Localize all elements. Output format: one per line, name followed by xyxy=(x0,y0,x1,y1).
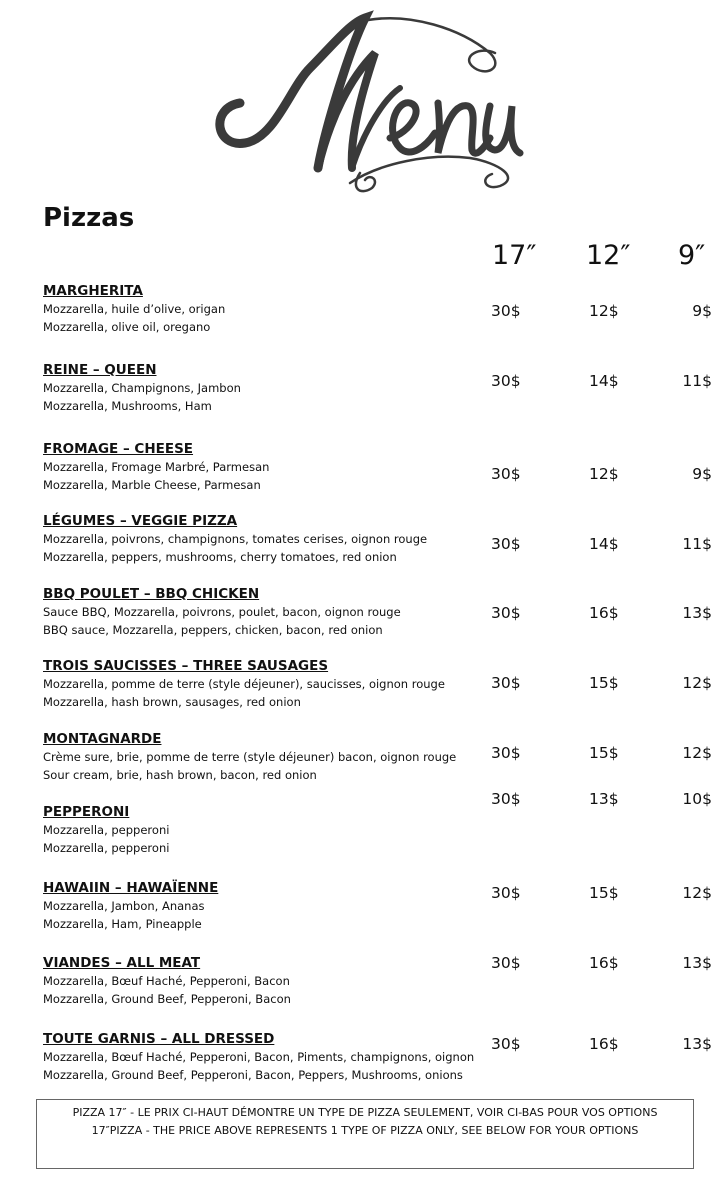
item-name: LÉGUMES – VEGGIE PIZZA xyxy=(43,513,238,529)
menu-item xyxy=(43,361,241,415)
price-9: 12$ xyxy=(682,744,712,762)
price-17: 30$ xyxy=(491,790,521,808)
price-12: 16$ xyxy=(589,1035,619,1053)
price-12: 15$ xyxy=(589,744,619,762)
item-desc-en: Mozzarella, Marble Cheese, Parmesan xyxy=(43,478,261,492)
item-name: REINE – QUEEN xyxy=(43,362,157,378)
item-name: BBQ POULET – BBQ CHICKEN xyxy=(43,586,260,602)
item-name: TROIS SAUCISSES – THREE SAUSAGES xyxy=(43,658,329,674)
menu-item xyxy=(43,879,218,933)
price-12: 12$ xyxy=(589,465,619,483)
item-desc-en: Mozzarella, pepperoni xyxy=(43,841,170,855)
pricing-note-box xyxy=(36,1099,694,1169)
size-header-9: 9″ xyxy=(678,240,706,271)
price-17: 30$ xyxy=(491,884,521,902)
item-name: MARGHERITA xyxy=(43,283,143,299)
item-desc-en: Mozzarella, Ground Beef, Pepperoni, Bacon xyxy=(43,992,291,1006)
pricing-note-fr: PIZZA 17″ - LE PRIX CI-HAUT DÉMONTRE UN TYPE DE PIZZA SEULEMENT, VOIR CI-BAS POUR VOS OPTIONS xyxy=(72,1106,658,1119)
menu-item xyxy=(43,803,169,857)
item-desc-en: Sour cream, brie, hash brown, bacon, red onion xyxy=(43,768,317,782)
price-9: 12$ xyxy=(682,674,712,692)
menu-item xyxy=(43,954,291,1008)
price-9: 11$ xyxy=(682,535,712,553)
item-desc-en: Mozzarella, peppers, mushrooms, cherry tomatoes, red onion xyxy=(43,550,397,564)
price-12: 14$ xyxy=(589,372,619,390)
price-9: 11$ xyxy=(682,372,712,390)
item-desc-fr: Mozzarella, Fromage Marbré, Parmesan xyxy=(43,460,270,474)
item-desc-fr: Mozzarella, poivrons, champignons, tomates cerises, oignon rouge xyxy=(43,532,428,546)
menu-item xyxy=(43,657,445,711)
item-name: MONTAGNARDE xyxy=(43,731,162,747)
price-17: 30$ xyxy=(491,535,521,553)
item-name: PEPPERONI xyxy=(43,804,130,820)
price-17: 30$ xyxy=(491,744,521,762)
item-name: HAWAIIN – HAWAÏENNE xyxy=(43,880,219,896)
item-desc-fr: Mozzarella, Champignons, Jambon xyxy=(43,381,241,395)
item-desc-fr: Mozzarella, pomme de terre (style déjeuner), saucisses, oignon rouge xyxy=(43,677,445,691)
item-name: VIANDES – ALL MEAT xyxy=(43,955,201,971)
item-desc-en: Mozzarella, Ham, Pineapple xyxy=(43,917,202,931)
price-12: 16$ xyxy=(589,604,619,622)
item-name: FROMAGE – CHEESE xyxy=(43,441,194,457)
item-desc-en: Mozzarella, olive oil, oregano xyxy=(43,320,211,334)
item-desc-en: BBQ sauce, Mozzarella, peppers, chicken, bacon, red onion xyxy=(43,623,383,637)
price-12: 15$ xyxy=(589,884,619,902)
menu-item xyxy=(43,282,225,336)
menu-item xyxy=(43,512,427,566)
price-9: 13$ xyxy=(682,954,712,972)
item-name: TOUTE GARNIS – ALL DRESSED xyxy=(43,1031,275,1047)
price-9: 13$ xyxy=(682,1035,712,1053)
item-desc-fr: Mozzarella, Bœuf Haché, Pepperoni, Bacon xyxy=(43,974,290,988)
price-12: 13$ xyxy=(589,790,619,808)
menu-item xyxy=(43,730,456,784)
item-desc-fr: Mozzarella, pepperoni xyxy=(43,823,170,837)
price-9: 12$ xyxy=(682,884,712,902)
price-17: 30$ xyxy=(491,954,521,972)
item-desc-en: Mozzarella, Mushrooms, Ham xyxy=(43,399,212,413)
price-9: 13$ xyxy=(682,604,712,622)
size-header-17: 17″ xyxy=(492,240,537,271)
price-9: 10$ xyxy=(682,790,712,808)
menu-item xyxy=(43,1030,474,1084)
item-desc-en: Mozzarella, hash brown, sausages, red onion xyxy=(43,695,301,709)
item-desc-en: Mozzarella, Ground Beef, Pepperoni, Bacon, Peppers, Mushrooms, onions xyxy=(43,1068,463,1082)
price-9: 9$ xyxy=(692,465,712,483)
price-9: 9$ xyxy=(692,302,712,320)
menu-item xyxy=(43,440,269,494)
price-12: 16$ xyxy=(589,954,619,972)
menu-logo xyxy=(200,8,530,198)
price-12: 12$ xyxy=(589,302,619,320)
price-17: 30$ xyxy=(491,1035,521,1053)
price-17: 30$ xyxy=(491,604,521,622)
price-17: 30$ xyxy=(491,372,521,390)
price-17: 30$ xyxy=(491,302,521,320)
menu-item xyxy=(43,585,401,639)
item-desc-fr: Mozzarella, Bœuf Haché, Pepperoni, Bacon, Piments, champignons, oignon xyxy=(43,1050,475,1064)
size-header-12: 12″ xyxy=(586,240,631,271)
item-desc-fr: Sauce BBQ, Mozzarella, poivrons, poulet, bacon, oignon rouge xyxy=(43,605,401,619)
item-desc-fr: Mozzarella, Jambon, Ananas xyxy=(43,899,205,913)
pricing-note-en: 17″PIZZA - THE PRICE ABOVE REPRESENTS 1 TYPE OF PIZZA ONLY, SEE BELOW FOR YOUR OPTIONS xyxy=(91,1124,639,1137)
price-12: 14$ xyxy=(589,535,619,553)
item-desc-fr: Crème sure, brie, pomme de terre (style déjeuner) bacon, oignon rouge xyxy=(43,750,457,764)
section-title: Pizzas xyxy=(43,203,135,233)
price-17: 30$ xyxy=(491,674,521,692)
item-desc-fr: Mozzarella, huile d’olive, origan xyxy=(43,302,226,316)
price-12: 15$ xyxy=(589,674,619,692)
price-17: 30$ xyxy=(491,465,521,483)
